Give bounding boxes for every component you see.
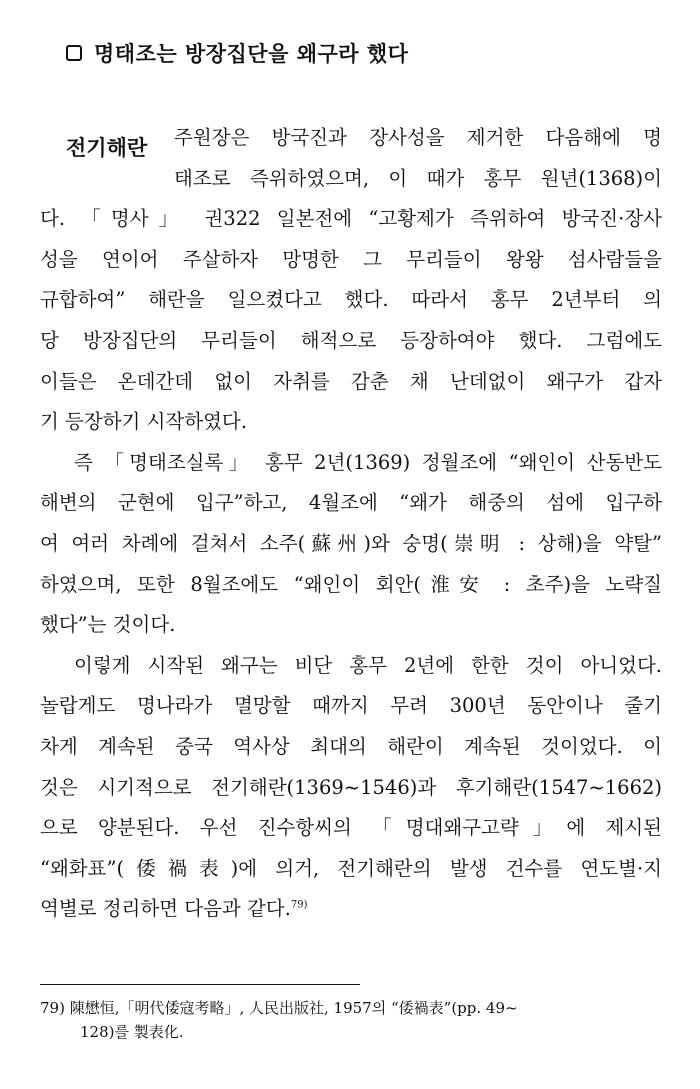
heading-title: 명태조는 방장집단을 왜구라 했다 (94, 42, 409, 66)
text-line: 이들은 온데간데 없이 자취를 감춘 채 난데없이 왜구가 갑자 (40, 369, 662, 393)
text-line-with-footnote (40, 889, 662, 930)
text-line: 태조로 즉위하였으며, 이 때가 홍무 원년(1368)이 (174, 166, 662, 190)
checkbox-square-icon (66, 45, 82, 61)
footnote-line: 128)를 製表化. (80, 1023, 184, 1041)
text-line: 차게 계속된 중국 역사상 최대의 해란이 계속된 것이었다. 이 (40, 734, 662, 758)
text-line: 해변의 군현에 입구”하고, 4월조에 “왜가 해중의 섬에 입구하 (40, 491, 662, 515)
text-line: “왜화표”(倭禍表)에 의거, 전기해란의 발생 건수를 연도별·지 (40, 856, 662, 880)
text-line: 이렇게 시작된 왜구는 비단 홍무 2년에 한한 것이 아니었다. (74, 653, 662, 677)
section-heading (66, 38, 408, 68)
footnote-reference: 79) (290, 899, 308, 911)
text-line: 것은 시기적으로 전기해란(1369~1546)과 후기해란(1547~1662) (40, 775, 662, 799)
text-line: 역별로 정리하면 다음과 같다. (40, 897, 291, 921)
body-text (40, 118, 662, 930)
subsection-label: 전기해란 (66, 136, 148, 160)
footnote-line: 79) 陳懋恒,「明代倭寇考略」, 人民出版社, 1957의 “倭禍表”(pp. 49~ (40, 999, 518, 1017)
text-line: 기 등장하기 시작하였다. (40, 410, 247, 434)
text-line: 여 여러 차례에 걸쳐서 소주(蘇州)와 숭명(崇明 : 상해)을 약탈” (40, 531, 662, 555)
text-line: 했다”는 것이다. (40, 613, 176, 637)
text-line: 성을 연이어 주살하자 망명한 그 무리들이 왕왕 섬사람들을 (40, 247, 662, 271)
text-line: 놀랍게도 명나라가 멸망할 때까지 무려 300년 동안이나 줄기 (40, 694, 662, 718)
text-line: 규합하여” 해란을 일으켰다고 했다. 따라서 홍무 2년부터 의 (40, 288, 662, 312)
text-line: 으로 양분된다. 우선 진수항씨의 「명대왜구고략」에 제시된 (40, 816, 662, 840)
text-line: 즉 「명태조실록」 홍무 2년(1369) 정월조에 “왜인이 산동반도 (74, 450, 662, 474)
footnote (40, 996, 662, 1044)
text-line: 다. 「명사」 권322 일본전에 “고황제가 즉위하여 방국진·장사 (40, 207, 662, 231)
text-line: 당 방장집단의 무리들이 해적으로 등장하여야 했다. 그럼에도 (40, 328, 662, 352)
footnote-divider (40, 984, 360, 985)
text-line: 주원장은 방국진과 장사성을 제거한 다음해에 명 (174, 126, 662, 149)
text-line: 하였으며, 또한 8월조에도 “왜인이 회안(淮安 : 초주)을 노략질 (40, 572, 662, 596)
